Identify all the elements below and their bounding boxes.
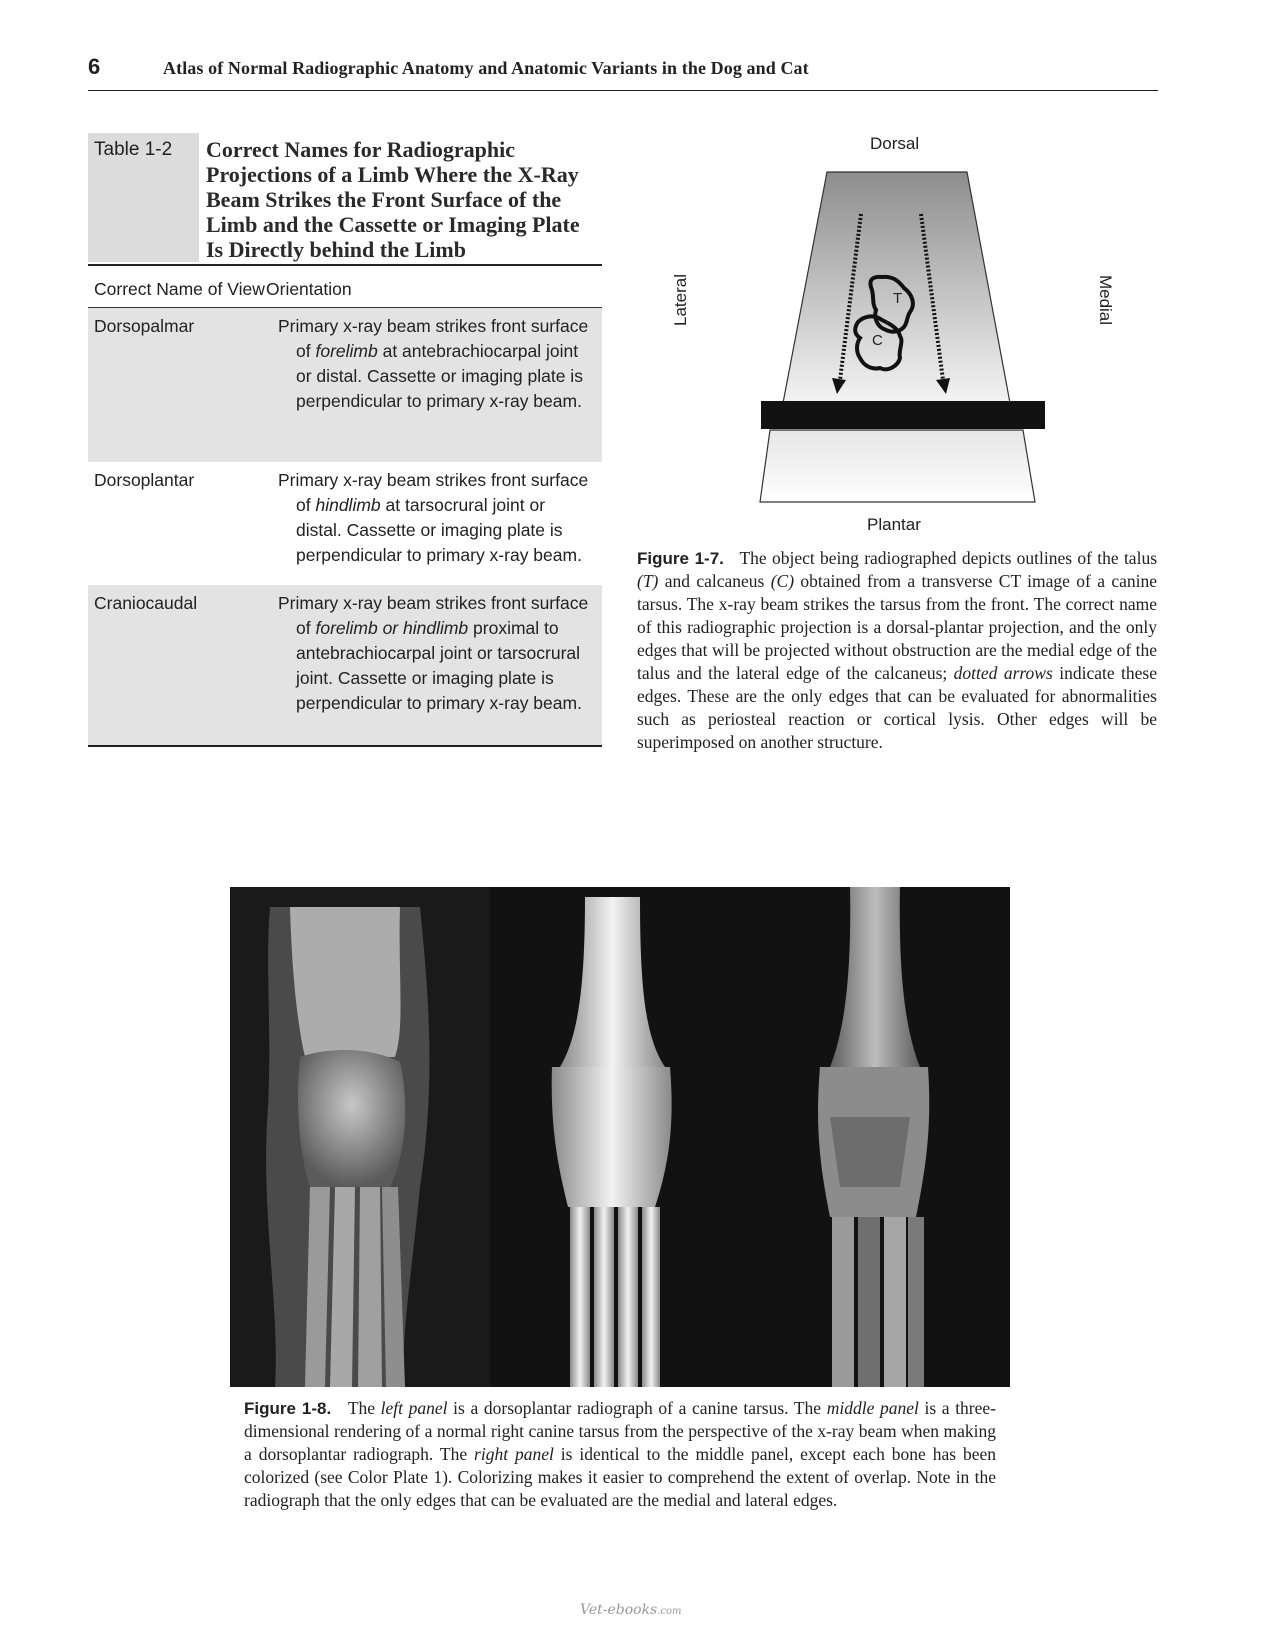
label-dorsal: Dorsal — [870, 134, 920, 153]
orientation-emphasis: hindlimb — [315, 495, 381, 515]
table-column-headers — [88, 266, 602, 307]
orientation-text: proximal to antebrachiocarpal joint or tarsocrural joint. Cassette or imaging plate is perpendicular to primary x-ray beam. — [296, 618, 582, 713]
orientation-text: at antebrachiocarpal joint or distal. Cassette or imaging plate is perpendicular to primary x-ray beam. — [296, 341, 583, 411]
table-row — [88, 462, 602, 585]
caption-text: The — [347, 1398, 381, 1418]
label-calcaneus: C — [872, 332, 883, 349]
row-orientation — [260, 462, 602, 585]
figure-label: Figure 1-8. — [244, 1399, 332, 1418]
row-orientation — [260, 585, 602, 745]
caption-text: The object being radiographed depicts outlines of the talus — [739, 548, 1157, 568]
row-name: Dorsoplantar — [94, 470, 195, 490]
watermark-text: Vet-ebooks — [580, 1602, 658, 1618]
table-label: Table 1-2 — [88, 133, 199, 262]
caption-italic: right panel — [474, 1444, 554, 1464]
tarsal-bones-shadow — [298, 1050, 405, 1187]
caption-italic: dotted arrows — [953, 663, 1053, 683]
caption-text: indicate these edges. These are the only edges that can be evaluated for abnormalities such as periosteal reaction or cortical lysis. Other edges will be superimposed on another structure. — [637, 663, 1157, 752]
orientation-text: at tarsocrural joint or distal. Cassette or imaging plate is perpendicular to primary x-ray beam. — [296, 495, 582, 565]
imaging-plate — [761, 401, 1045, 429]
page-number: 6 — [88, 54, 101, 79]
label-plantar: Plantar — [867, 515, 921, 534]
metatarsal-colorized-2 — [858, 1217, 880, 1387]
figure-1-7-diagram — [660, 130, 1130, 535]
metatarsal-render-1 — [570, 1207, 590, 1387]
label-lateral: Lateral — [670, 274, 690, 326]
caption-italic: (T) — [637, 571, 659, 591]
label-talus: T — [893, 290, 903, 307]
watermark — [580, 1602, 682, 1618]
orientation-text: Primary x-ray beam strikes front surface of — [278, 593, 589, 638]
table-1-2 — [88, 133, 602, 747]
label-medial: Medial — [1096, 274, 1116, 326]
table-title-row — [88, 133, 602, 262]
table-title: Correct Names for Radiographic Projections of a Limb Where the X-Ray Beam Strikes the Front Surface of the Limb and the Cassette or Imaging Plate Is Directly behind the Limb — [206, 137, 580, 262]
caption-text: obtained from a transverse CT image of a canine tarsus. The x-ray beam strikes the tarsus from the front. The correct name of this radiographic projection is a dorsal-plantar projection, and the only edges that will be projected without obstruction are the medial edge of the talus and the lateral edge of the calcaneus; — [637, 571, 1157, 683]
caption-text: and calcaneus — [658, 571, 771, 591]
watermark-suffix: .com — [657, 1606, 682, 1617]
tarsal-block-colorized — [830, 1117, 910, 1187]
metatarsal-colorized-4 — [908, 1217, 924, 1387]
orientation-text: Primary x-ray beam strikes front surface of — [278, 316, 589, 361]
table-row — [88, 585, 602, 745]
row-name: Craniocaudal — [94, 593, 198, 613]
tarsus-render — [552, 1067, 672, 1207]
metatarsal-shadow-3 — [358, 1187, 382, 1387]
metatarsal-render-3 — [618, 1207, 638, 1387]
column-header-name: Correct Name of View — [94, 279, 265, 299]
page-header — [88, 52, 1158, 91]
caption-italic: middle panel — [826, 1398, 919, 1418]
caption-text: is a dorsoplantar radiograph of a canine tarsus. The — [447, 1398, 827, 1418]
colorized-render-panel — [750, 887, 1010, 1387]
row-orientation — [260, 308, 602, 462]
orientation-emphasis: forelimb or hindlimb — [315, 618, 469, 638]
figure-1-8-image — [230, 887, 1010, 1387]
column-header-orientation: Orientation — [266, 279, 352, 299]
figure-1-7-caption — [637, 547, 1157, 754]
row-name: Dorsopalmar — [94, 316, 195, 336]
tibia-shadow — [290, 907, 401, 1057]
caption-text: is identical to the middle panel, except each bone has been colorized (see Color Plate 1). Colorizing makes it easier to comprehend the extent of overlap. Note in the radiograph that the only edges that can be evaluated are the medial and lateral edges. — [244, 1444, 996, 1510]
orientation-emphasis: forelimb — [315, 341, 378, 361]
figure-label: Figure 1-7. — [637, 549, 724, 568]
running-title: Atlas of Normal Radiographic Anatomy and Anatomic Variants in the Dog and Cat — [163, 58, 809, 78]
caption-italic: left panel — [380, 1398, 448, 1418]
table-row — [88, 308, 602, 462]
xray-beam-lower — [760, 430, 1035, 502]
metatarsal-render-2 — [594, 1207, 614, 1387]
metatarsal-colorized-1 — [832, 1217, 854, 1387]
metatarsal-render-4 — [642, 1207, 660, 1387]
figure-1-8-caption — [244, 1397, 996, 1512]
3d-render-panel — [490, 887, 750, 1387]
orientation-text: Primary x-ray beam strikes front surface of — [278, 470, 589, 515]
caption-text: is a three-dimensional rendering of a normal right canine tarsus from the perspective of the x-ray beam when making a dorsoplantar radiograph. The — [244, 1398, 997, 1464]
metatarsal-colorized-3 — [884, 1217, 906, 1387]
radiograph-panel — [230, 887, 490, 1387]
table-bottom-rule — [88, 745, 602, 747]
caption-italic: (C) — [770, 571, 795, 591]
xray-beam-upper — [783, 172, 1010, 403]
projection-diagram — [660, 130, 1130, 535]
